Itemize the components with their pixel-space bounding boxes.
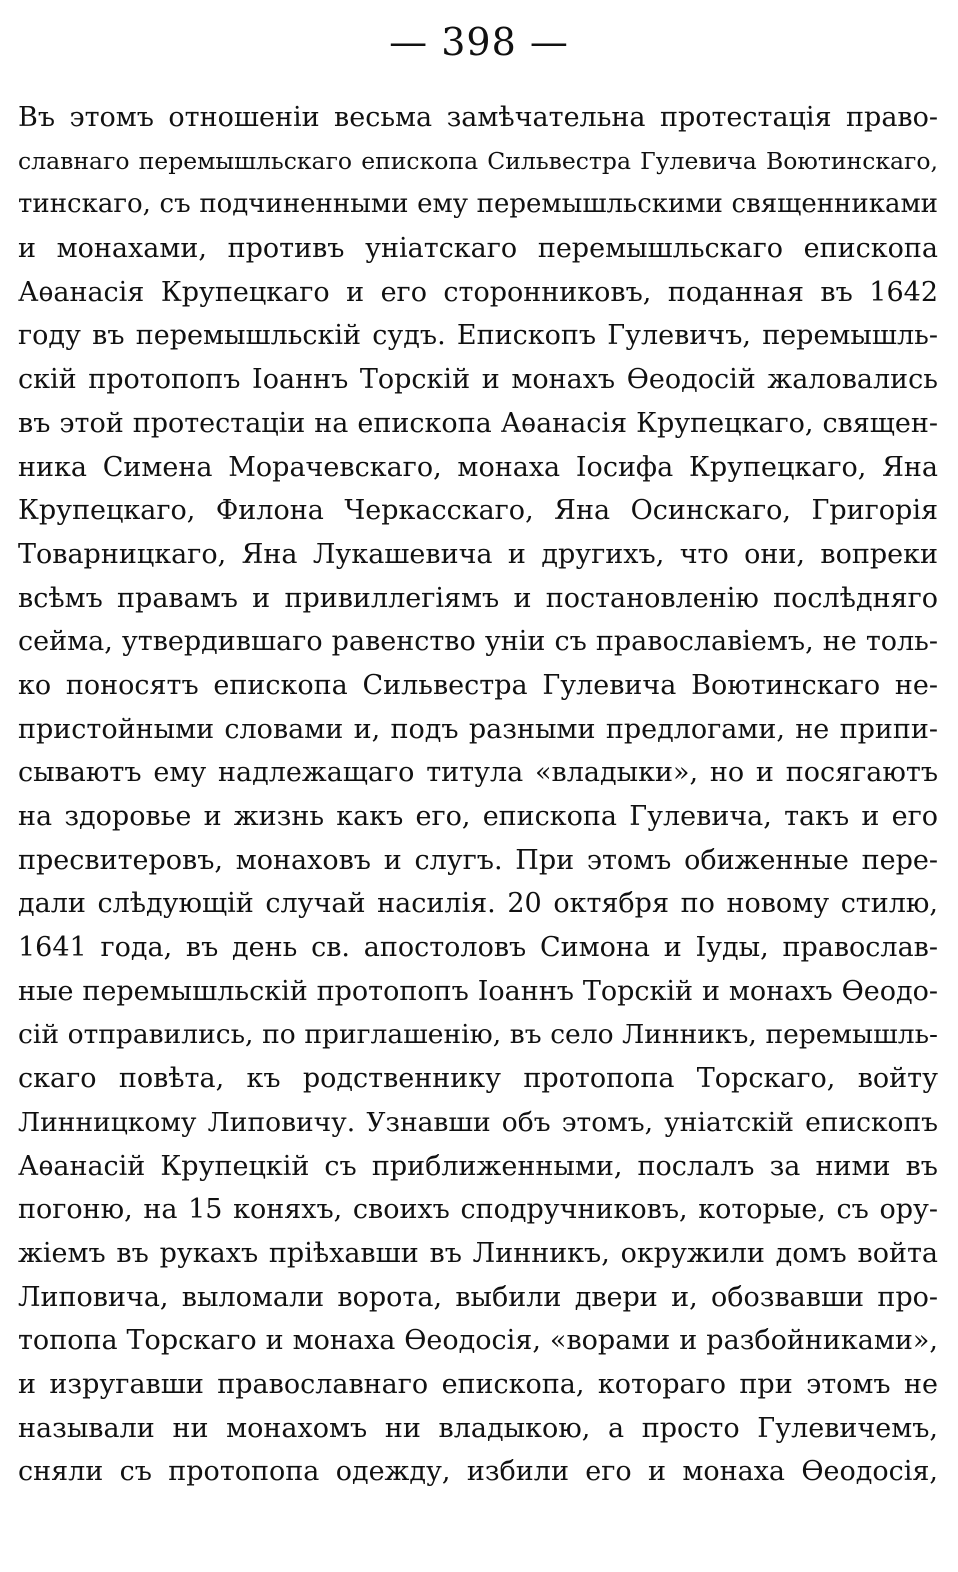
text-line: пристойными словами и, подъ разными предлогами, не припи- <box>18 713 938 745</box>
text-line: 1641 года, въ день св. апостоловъ Симона и Іуды, православ- <box>18 932 938 964</box>
body-text <box>18 96 938 1494</box>
text-line: и изругавши православнаго епископа, котораго при этомъ не <box>18 1368 938 1400</box>
text-line: Товарницкаго, Яна Лукашевича и другихъ, что они, вопреки <box>18 538 938 570</box>
text-line: сываютъ ему надлежащаго титула «владыки», но и посягаютъ <box>18 757 938 789</box>
text-line: скаго повѣта, къ родственнику протопопа Торскаго, войту <box>18 1063 938 1095</box>
text-line: году въ перемышльскій судъ. Епископъ Гулевичъ, перемышль- <box>18 320 938 352</box>
text-line: Линницкому Липовичу. Узнавши объ этомъ, уніатскій епископъ <box>18 1106 938 1138</box>
text-line: жіемъ въ рукахъ пріѣхавши въ Линникъ, окружили домъ войта <box>18 1237 938 1269</box>
text-line: пресвитеровъ, монаховъ и слугъ. При этомъ обиженные пере- <box>18 844 938 876</box>
page-number: — 398 — <box>389 20 569 64</box>
text-line: тинскаго, съ подчиненными ему перемышльскими священниками <box>18 189 938 220</box>
text-line: сейма, утвердившаго равенство уніи съ православіемъ, не толь- <box>18 626 938 658</box>
text-line: дали слѣдующій случай насилія. 20 октября по новому стилю, <box>18 888 938 920</box>
text-line: Въ этомъ отношеніи весьма замѣчательна протестація право- <box>18 102 938 133</box>
text-line: сняли съ протопопа одежду, избили его и монаха Ѳеодосія, <box>18 1456 938 1488</box>
text-line: ника Симена Морачевскаго, монаха Іосифа Крупецкаго, Яна <box>18 451 938 483</box>
text-line: называли ни монахомъ ни владыкою, а просто Гулевичемъ, <box>18 1412 938 1444</box>
text-line: топопа Торскаго и монаха Ѳеодосія, «ворами и разбойниками», <box>18 1325 938 1357</box>
text-line: въ этой протестаціи на епископа Аѳанасія Крупецкаго, священ- <box>18 407 938 439</box>
text-line: на здоровье и жизнь какъ его, епископа Гулевича, такъ и его <box>18 801 938 832</box>
text-line: Липовича, выломали ворота, выбили двери и, обозвавши про- <box>18 1281 938 1313</box>
text-line: сій отправились, по приглашенію, въ село Линникъ, перемышль- <box>18 1019 938 1051</box>
text-line: славнаго перемышльскаго епископа Сильвестра Гулевича Воютинскаго, <box>18 146 938 175</box>
text-line: Аѳанасія Крупецкаго и его сторонниковъ, поданная въ 1642 <box>18 276 938 308</box>
text-line: ко поносятъ епископа Сильвестра Гулевича Воютинскаго не- <box>18 669 938 701</box>
text-line: всѣмъ правамъ и привиллегіямъ и постановленію послѣдняго <box>18 582 938 614</box>
text-line: ные перемышльскій протопопъ Іоаннъ Торскій и монахъ Ѳеодо- <box>18 975 938 1007</box>
text-line: и монахами, противъ уніатскаго перемышльскаго епископа <box>18 233 938 265</box>
text-line: скій протопопъ Іоаннъ Торскій и монахъ Ѳеодосій жаловались <box>18 364 938 396</box>
text-line: погоню, на 15 коняхъ, своихъ сподручниковъ, которые, съ ору- <box>18 1194 938 1226</box>
text-line: Крупецкаго, Филона Черкасскаго, Яна Осинскаго, Григорія <box>18 495 938 527</box>
text-line: Аѳанасій Крупецкій съ приближенными, послалъ за ними въ <box>18 1150 938 1182</box>
